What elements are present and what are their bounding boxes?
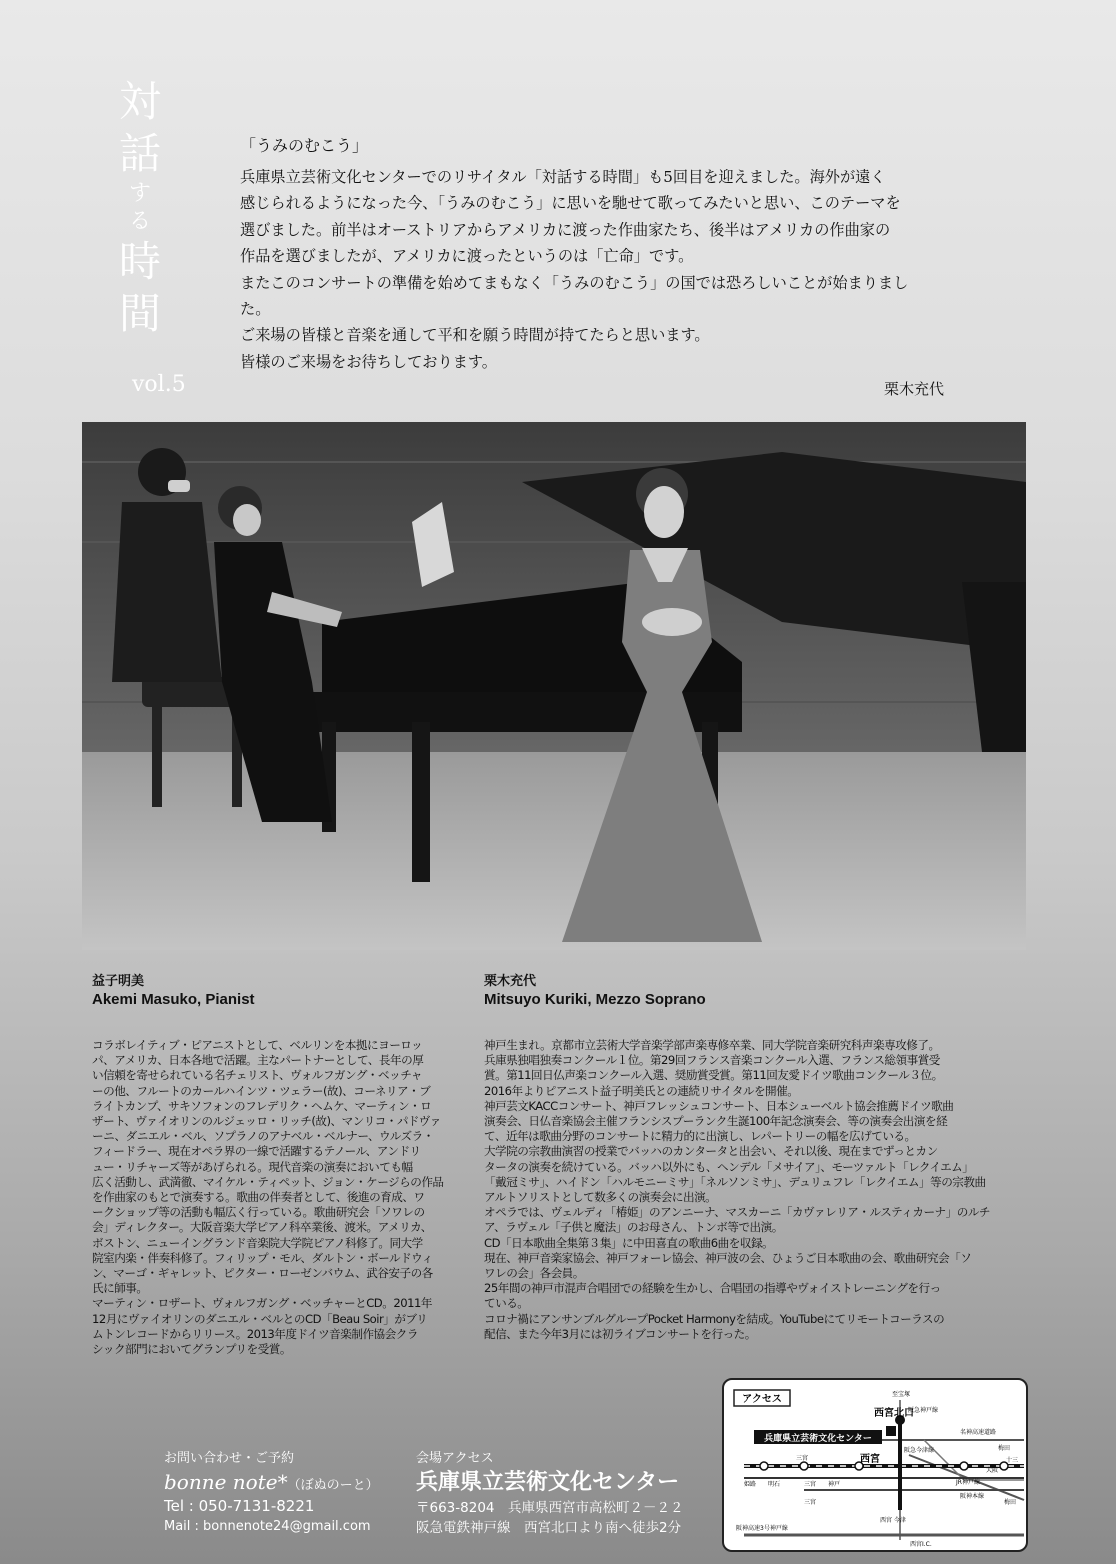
venue-label: 会場アクセス [416,1451,494,1466]
bio-name-en: Akemi Masuko, Pianist [92,991,255,1008]
bio-line: 「戴冠ミサ」、ハイドン「ハルモニーミサ」「ネルソンミサ」、デュリュフレ「レクイエム」等の宗教曲 [484,1174,986,1189]
bio-line: 会」ディレクター。大阪音楽大学ピアノ科卒業後、渡米。アメリカ、 [92,1220,432,1235]
map-venue-label: 兵庫県立芸術文化センター [764,1434,872,1444]
bio-line: 12月にヴァイオリンのダニエル・ベルとのCD「Beau Soir」がブリ [92,1311,428,1326]
access-map-drawing [724,1380,1026,1550]
bio-line: 広く活動し、武満徹、マイケル・ティペット、ジョン・ケージらの作品 [92,1174,444,1189]
contact-section [164,1450,379,1538]
title-char-1: 対 [118,77,161,126]
contact-phone[interactable]: Tel : 050-7131-8221 [164,1497,315,1515]
bio-line: ークショップ等の活動も幅広く行っている。歌曲研究会「ソワレの [92,1205,425,1220]
title-char-2: 話 [118,129,161,178]
bio-line: ライトカンプ、サキソフォンのフレデリク・ヘムケ、マーティン・ロ [92,1098,432,1113]
map-label: 西宮 今津 [880,1517,906,1524]
bio-line: フィードラー、現在オペラ界の一線で活躍するテノール、アンドリ [92,1144,421,1159]
map-label: 阪神高速3号神戸線 [736,1525,788,1532]
bio-line: パ、アメリカ、日本各地で活躍。主なパートナーとして、長年の厚 [92,1053,424,1068]
bio-name-jp: 益子明美 [92,974,145,989]
bio-line: ーニ、ダニエル・ベル、ソプラノのアナベル・ベルナー、ウルズラ・ [92,1129,434,1144]
contact-email[interactable]: Mail : bonnenote24@gmail.com [164,1519,371,1534]
concert-photo-illustration [82,422,1026,950]
bio-line: 兵庫県独唱独奏コンクール１位。第29回フランス音楽コンクール入選、フランス総領事賞受 [484,1053,940,1068]
map-label-nishinomiya-kitaguchi: 西宮北口 [874,1408,914,1419]
intro-line: 作品を選びましたが、アメリカに渡ったというのは「亡命」です。 [240,247,694,266]
bio-line: ン、マーゴ・ギャレット、ピクター・ローゼンバウム、武谷安子の各 [92,1266,433,1281]
title-char-3: す [128,181,151,206]
map-label: 三宮 [796,1455,809,1462]
map-label: 名神高速道路 [960,1429,997,1436]
intro-line: 選びました。前半はオーストリアからアメリカに渡った作曲家たち、後半はアメリカの作曲家の [240,220,891,239]
venue-route: 阪急電鉄神戸線 西宮北口より南へ徒歩2分 [416,1520,682,1536]
bio-line: CD「日本歌曲全集第３集」に中田喜直の歌曲6曲を収録。 [484,1235,774,1250]
bio-line: コラボレイティブ・ピアニストとして、ベルリンを本拠にヨーロッ [92,1038,423,1052]
bio-line: ムトンレコードからリリース。2013年度ドイツ音楽制作協会クラ [92,1326,418,1341]
map-label: 三宮 [804,1499,817,1506]
bio-line: オペラでは、ヴェルディ「椿姫」のアンニーナ、マスカーニ「カヴァレリア・ルスティカーナ」のルチ [484,1205,991,1220]
map-label: 明石 [768,1481,781,1488]
intro-line: 兵庫県立芸術文化センターでのリサイタル「対話する時間」も5回目を迎えました。海外が遠く [240,168,886,186]
brand-reading: （ぼぬのーと） [287,1478,379,1493]
map-label: 阪急今津線 [904,1447,935,1454]
title-char-5: 時 [118,237,161,286]
map-label: 大阪 [986,1467,999,1474]
bio-line: タータの演奏を続けている。バッハ以外にも、ヘンデル「メサイア」、モーツァルト「レクイエム」 [484,1159,974,1174]
bio-line: マーティン・ロザート、ヴォルフガング・ベッチャーとCD。2011年 [92,1296,432,1311]
map-station [760,1462,768,1470]
venue-section [416,1450,684,1538]
map-station [960,1462,968,1470]
bio-line: を作曲家のもとで演奏する。歌曲の伴奏者として、後進の育成、ワ [92,1190,425,1205]
bio-line: ている。 [484,1296,529,1311]
map-label: 姫路 [744,1481,757,1488]
bio-line: 大学院の宗教曲演習の授業でバッハのカンタータと出会い、それ以後、現在までずっとカン [484,1144,938,1159]
intro-line: ご来場の皆様と音楽を通して平和を願う時間が持てたらと思います。 [240,326,710,345]
bio-mitsuyo-kuriki [484,974,1024,1342]
contact-label: お問い合わせ・ご予約 [164,1451,295,1466]
title-char-6: 間 [118,289,161,338]
map-label: 十三 [1006,1457,1019,1464]
map-label: JR神戸線 [956,1479,980,1486]
venue-name: 兵庫県立芸術文化センター [416,1470,680,1495]
bio-line: 演奏会、日仏音楽協会主催フランシスプーランク生誕100年記念演奏会、等の演奏会出演を経 [484,1114,948,1129]
bio-line: 院室内楽・伴奏科修了。フィリップ・モル、ダルトン・ボールドウィ [92,1250,433,1265]
map-label: 西宮I.C. [910,1541,932,1548]
map-label: 阪神本線 [960,1493,985,1500]
map-label: 梅田 [998,1445,1011,1452]
bio-line: 2016年よりピアニスト益子明美氏との連続リサイタルを開催。 [484,1083,799,1098]
bio-line: ュー・リチャーズ等があげられる。現代音楽の演奏においても幅 [92,1159,413,1174]
bio-line: アルトソリストとして数多くの演奏会に出演。 [484,1190,717,1205]
title-char-4: る [128,209,151,234]
intro-line: 感じられるようになった今、「うみのむこう」に思いを馳せて歌ってみたいと思い、このテーマを [240,194,901,213]
brand-name: bonne note* [164,1470,288,1494]
bio-line: ーの他、フルートのカールハインツ・ツェラー(故)、コーネリア・ブ [92,1083,431,1098]
bio-name-en: Mitsuyo Kuriki, Mezzo Soprano [484,991,706,1008]
intro-section [240,133,970,375]
bio-line: 賞。第11回日仏声楽コンクール入選、奨励賞受賞。第11回友愛ドイツ歌曲コンクール３位。 [484,1068,943,1083]
bio-line: ボストン、ニューイングランド音楽院大学院ピアノ科修了。同大学 [92,1235,423,1250]
bio-line: い信頼を寄せられている名チェリスト、ヴォルフガング・ベッチャ [92,1068,423,1083]
map-venue-marker [886,1426,896,1436]
bio-line: 現在、神戸音楽家協会、神戸フォーレ協会、神戸波の会、ひょうご日本歌曲の会、歌曲研究会「ソ [484,1250,972,1265]
bio-line: ア、ラヴェル「子供と魔法」のお母さん、トンボ等で出演。 [484,1220,783,1235]
bio-line: 神戸芸文KACCコンサート、神戸フレッシュコンサート、日本シューベルト協会推薦ドイツ歌曲 [484,1098,954,1113]
bio-line: 配信、また今年3月には初ライブコンサートを行った。 [484,1326,756,1341]
bio-line: ワレの会」各会員。 [484,1266,584,1281]
concert-photo [82,422,1026,950]
vertical-title [108,76,172,340]
intro-line: 皆様のご来場をお待ちしております。 [240,352,497,371]
bio-akemi-masuko [92,974,464,1357]
map-label: 三宮 [804,1481,817,1488]
bio-line: コロナ禍にアンサンブルグループPocket Harmonyを結成。YouTubeにてリモートコーラスの [484,1311,945,1326]
bio-line: シック部門においてグランプリを受賞。 [92,1342,291,1357]
access-map [722,1378,1028,1552]
bio-line: ザート、ヴァイオリンのルジェッロ・リッチ(故)、マンリコ・パドヴァ [92,1114,441,1129]
bio-line: て、近年は歌曲分野のコンサートに精力的に出演し、レパートリーの幅を広げている。 [484,1129,916,1144]
intro-heading: 「うみのむこう」 [240,136,369,155]
intro-line: た。 [240,300,271,319]
map-label-nishinomiya: 西宮 [860,1454,880,1465]
bio-line: 25年間の神戸市混声合唱団での経験を生かし、合唱団の指導やヴォイストレーニングを行っ [484,1281,941,1296]
venue-address: 〒663-8204 兵庫県西宮市高松町２－２２ [416,1500,684,1516]
map-label: 阪急神戸線 [908,1407,939,1414]
bio-name-jp: 栗木充代 [484,974,537,989]
contact-brand-row [164,1468,379,1496]
bio-line: 神戸生まれ。京都市立芸術大学音楽学部声楽専修卒業、同大学院音楽研究科声楽専攻修了。 [484,1038,940,1052]
intro-line: またこのコンサートの準備を始めてまもなく「うみのむこう」の国では恐ろしいことが始まりまし [240,273,909,292]
map-title: アクセス [742,1394,782,1405]
map-label: 神戸 [828,1481,841,1488]
map-station [800,1462,808,1470]
volume-label: vol.5 [132,372,186,397]
map-label: 至宝塚 [892,1391,911,1398]
map-label: 梅田 [1004,1499,1017,1506]
intro-signature: 栗木充代 [884,380,945,398]
bio-line: 氏に師事。 [92,1281,148,1296]
